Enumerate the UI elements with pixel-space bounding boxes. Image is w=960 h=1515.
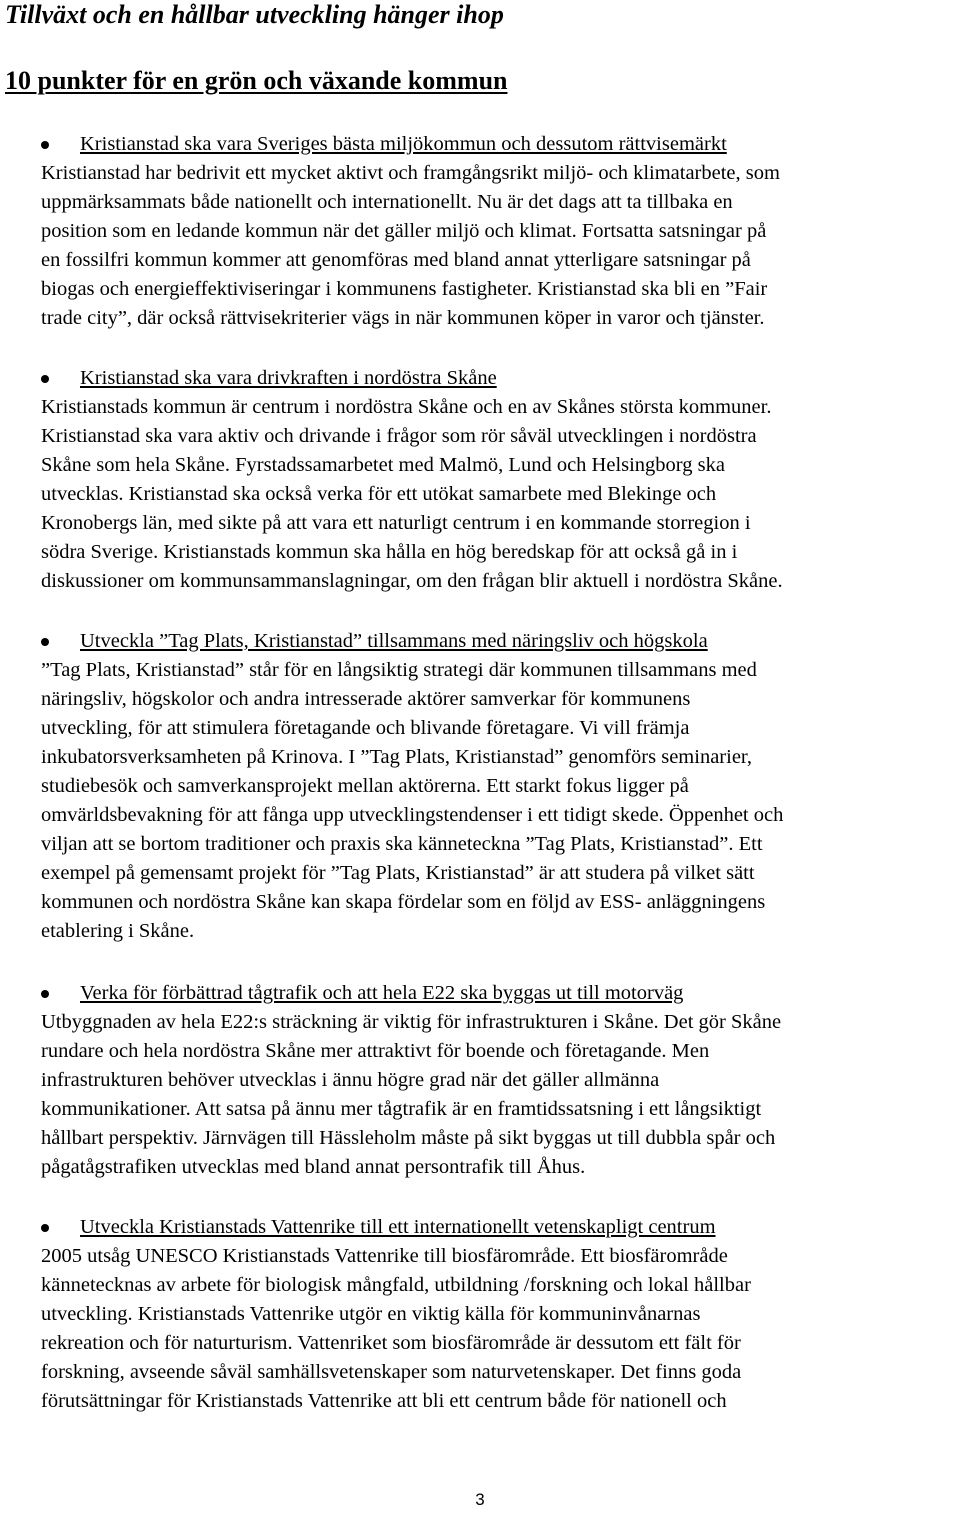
paragraph-line: viljan att se bortom traditioner och praxis ska känneteckna ”Tag Plats, Kristianstad”. Ett <box>41 833 763 855</box>
paragraph-line: utveckling, för att stimulera företagande och blivande företagare. Vi vill främja <box>41 717 690 739</box>
point-title <box>41 1213 960 1242</box>
paragraph-line: Kristianstad har bedrivit ett mycket aktivt och framgångsrikt miljö- och klimatarbete, som <box>41 162 780 184</box>
paragraph-line: diskussioner om kommunsammanslagningar, om den frågan blir aktuell i nordöstra Skåne. <box>41 570 783 592</box>
point-section <box>41 130 960 333</box>
paragraph-line: Skåne som hela Skåne. Fyrstadssamarbetet med Malmö, Lund och Helsingborg ska <box>41 454 725 476</box>
bullet-icon <box>41 375 49 383</box>
paragraph-line: kommunikationer. Att satsa på ännu mer tågtrafik är en framtidssatsning i ett långsiktigt <box>41 1098 762 1120</box>
paragraph-line: näringsliv, högskolor och andra intresserade aktörer samverkar för kommunens <box>41 688 691 710</box>
point-title <box>41 627 960 656</box>
paragraph-line: omvärldsbevakning för att fånga upp utvecklingstendenser i ett tidigt skede. Öppenhet och <box>41 804 784 826</box>
paragraph-line: position som en ledande kommun när det gäller miljö och klimat. Fortsatta satsningar på <box>41 220 767 242</box>
paragraph-line: södra Sverige. Kristianstads kommun ska hålla en hög beredskap för att också gå in i <box>41 541 738 563</box>
point-title <box>41 979 960 1008</box>
document-title: Tillväxt och en hållbar utveckling hänger ihop <box>5 0 504 29</box>
paragraph-line: Utbyggnaden av hela E22:s sträckning är viktig för infrastrukturen i Skåne. Det gör Skåne <box>41 1011 782 1033</box>
paragraph-line: Kristianstads kommun är centrum i nordöstra Skåne och en av Skånes största kommuner. <box>41 396 772 418</box>
paragraph-line: Kristianstad ska vara aktiv och drivande i frågor som rör såväl utvecklingen i nordöstra <box>41 425 757 447</box>
point-section <box>41 1213 960 1416</box>
point-section <box>41 979 960 1182</box>
paragraph-line: pågatågstrafiken utvecklas med bland annat persontrafik till Åhus. <box>41 1156 586 1178</box>
point-title-text: Utveckla ”Tag Plats, Kristianstad” tillsammans med näringsliv och högskola <box>80 630 708 652</box>
paragraph-line: inkubatorsverksamheten på Krinova. I ”Tag Plats, Kristianstad” genomförs seminarier, <box>41 746 753 768</box>
paragraph-line: rekreation och för naturturism. Vattenriket som biosfärområde är dessutom ett fält för <box>41 1332 741 1354</box>
paragraph-line: ”Tag Plats, Kristianstad” står för en långsiktig strategi där kommunen tillsammans med <box>41 659 757 681</box>
paragraph-line: infrastrukturen behöver utvecklas i ännu högre grad när det gäller allmänna <box>41 1069 660 1091</box>
bullet-icon <box>41 638 49 646</box>
paragraph-line: biogas och energieffektiviseringar i kommunens fastigheter. Kristianstad ska bli en ”Fair <box>41 278 768 300</box>
paragraph-line: hållbart perspektiv. Järnvägen till Hässleholm måste på sikt byggas ut till dubbla spår och <box>41 1127 776 1149</box>
paragraph-line: kommunen och nordöstra Skåne kan skapa fördelar som en följd av ESS- anläggningens <box>41 891 766 913</box>
paragraph-line: rundare och hela nordöstra Skåne mer attraktivt för boende och företagande. Men <box>41 1040 710 1062</box>
paragraph-line: en fossilfri kommun kommer att genomföras med bland annat ytterligare satsningar på <box>41 249 751 271</box>
paragraph-line: 2005 utsåg UNESCO Kristianstads Vattenrike till biosfärområde. Ett biosfärområde <box>41 1245 728 1267</box>
paragraph-line: exempel på gemensamt projekt för ”Tag Plats, Kristianstad” är att studera på vilket sätt <box>41 862 755 884</box>
point-title-text: Kristianstad ska vara drivkraften i nordöstra Skåne <box>80 367 497 389</box>
point-title <box>41 130 960 159</box>
point-title <box>41 364 960 393</box>
document-subtitle: 10 punkter för en grön och växande kommun <box>5 66 508 95</box>
page-number: 3 <box>475 1490 485 1509</box>
bullet-icon <box>41 1224 49 1232</box>
point-title-text: Utveckla Kristianstads Vattenrike till ett internationellt vetenskapligt centrum <box>80 1216 716 1238</box>
paragraph-line: utveckling. Kristianstads Vattenrike utgör en viktig källa för kommuninvånarnas <box>41 1303 701 1325</box>
point-title-text: Kristianstad ska vara Sveriges bästa miljökommun och dessutom rättvisemärkt <box>80 133 727 155</box>
paragraph-line: trade city”, där också rättvisekriterier vägs in när kommunen köper in varor och tjänster. <box>41 307 765 329</box>
paragraph-line: Kronobergs län, med sikte på att vara ett naturligt centrum i en kommande storregion i <box>41 512 751 534</box>
bullet-icon <box>41 141 49 149</box>
paragraph-line: uppmärksammats både nationellt och internationellt. Nu är det dags att ta tillbaka en <box>41 191 733 213</box>
point-title-text: Verka för förbättrad tågtrafik och att hela E22 ska byggas ut till motorväg <box>80 982 684 1004</box>
paragraph-line: förutsättningar för Kristianstads Vattenrike att bli ett centrum både för nationell och <box>41 1390 727 1412</box>
paragraph-line: forskning, avseende såväl samhällsvetenskaper som naturvetenskaper. Det finns goda <box>41 1361 742 1383</box>
paragraph-line: etablering i Skåne. <box>41 920 195 942</box>
paragraph-line: kännetecknas av arbete för biologisk mångfald, utbildning /forskning och lokal hållbar <box>41 1274 751 1296</box>
point-section <box>41 364 960 596</box>
bullet-icon <box>41 990 49 998</box>
point-section <box>41 627 960 946</box>
paragraph-line: studiebesök och samverkansprojekt mellan aktörerna. Ett starkt fokus ligger på <box>41 775 689 797</box>
paragraph-line: utvecklas. Kristianstad ska också verka för ett utökat samarbete med Blekinge och <box>41 483 717 505</box>
